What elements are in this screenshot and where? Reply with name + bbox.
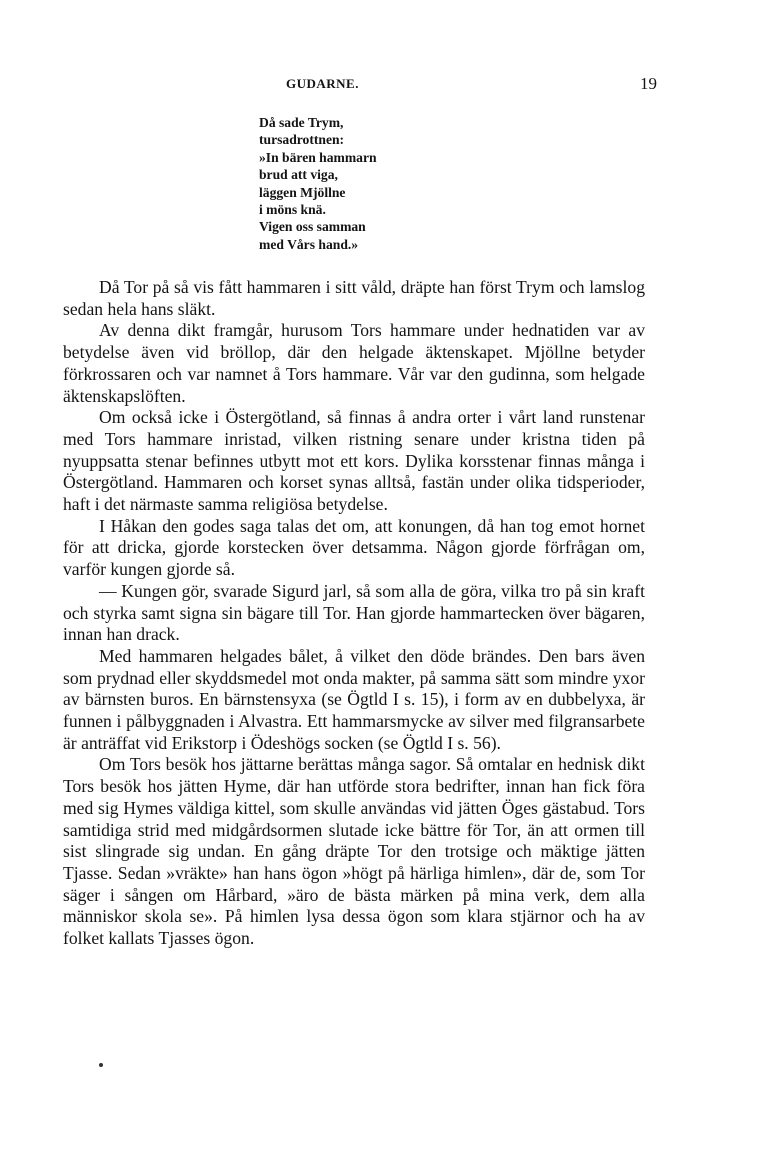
page-number: 19 [640,74,657,93]
poem-line: Då sade Trym, [259,115,344,130]
paragraph: Med hammaren helgades bålet, å vilket den döde brändes. Den bars även som prydnad eller skyddsmedel mot onda makter, på samma sätt som mindre yxor av bärnsten buros. En bärnstensyxa (se Ögtld I s. 15), i form av en dubbelyxa, är funnen i pålbyggnaden i Alvastra. Ett hammarsmycke av silver med filgransarbete är anträffat vid Erikstorp i Ödeshögs socken (se Ögtld I s. 56). [63,645,645,753]
paragraph: Om Tors besök hos jättarne berättas många sagor. Så omtalar en hednisk dikt Tors besök hos jätten Hyme, där han utförde stora bedrifter, innan han fick föra med sig Hymes väldiga kittel, som skulle användas vid jätten Öges gästabud. Tors samtidiga strid med midgårdsormen slutade icke bättre för Tor, än att ormen till sist slingrade sig undan. En gång dräpte Tor den trotsige och mäktige jätten Tjasse. Sedan »vräkte» han hans ögon »högt på härliga himlen», där de, som Tor säger i sången om Hårbard, »äro de bästa märken på mina verk, dem alla människor skola se». På himlen lysa dessa ögon som klara stjärnor och ha av folket kallats Tjasses ögon. [63,754,645,949]
paragraph: Då Tor på så vis fått hammaren i sitt våld, dräpte han först Trym och lamslog sedan hela hans släkt. [63,277,645,319]
body-text [63,277,645,950]
running-title: GUDARNE. [286,76,359,91]
poem-line: »In bären hammarn [259,149,377,165]
poem-line: med Vårs hand.» [259,236,359,252]
page-header [92,74,657,96]
poem-line: tursadrottnen: [259,132,345,148]
poem-quote [259,114,377,253]
paragraph: Av denna dikt framgår, hurusom Tors hammare under hednatiden var av betydelse även vid bröllop, där den helgade äktenskapet. Mjöllne betyder förkrossaren och var namnet å Tors hammare. Vår var den gudinna, som helgade äktenskapslöften. [63,320,645,406]
poem-line: Vigen oss samman [259,219,366,235]
ink-dot [99,1063,103,1067]
poem-line: läggen Mjöllne [259,184,346,200]
poem-line: brud att viga, [259,167,338,183]
poem-line: i möns knä. [259,201,326,217]
paragraph: — Kungen gör, svarade Sigurd jarl, så som alla de göra, vilka tro på sin kraft och styrka samt signa sin bägare till Tor. Han gjorde hammartecken över bägaren, innan han drack. [63,580,645,645]
paragraph: I Håkan den godes saga talas det om, att konungen, då han tog emot hornet för att dricka, gjorde korstecken över detsamma. Någon gjorde förfrågan om, varför kungen gjorde så. [63,515,645,580]
paragraph: Om också icke i Östergötland, så finnas å andra orter i vårt land runstenar med Tors hammare inristad, vilken ristning senare under kristna tiden på nyuppsatta stenar befinnes utbytt mot ett kors. Dylika korsstenar finnas många i Östergötland. Hammaren och korset synas alltså, fastän under olika tidsperioder, haft i det närmaste samma religiösa betydelse. [63,407,645,515]
